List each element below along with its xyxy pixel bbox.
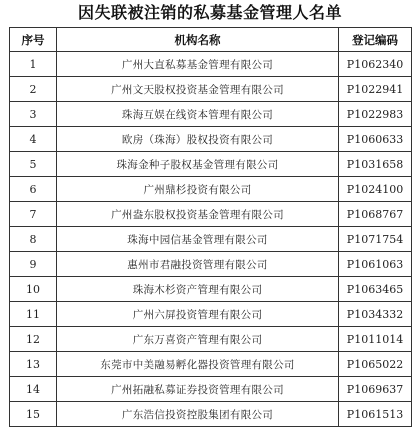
table-row: [10, 302, 412, 327]
cell-registration-code: P1071754: [339, 227, 412, 252]
table-row: [10, 402, 412, 427]
cell-registration-code: P1022983: [339, 102, 412, 127]
cell-registration-code: P1024100: [339, 177, 412, 202]
cell-institution-name: 惠州市君融投资管理有限公司: [57, 252, 339, 277]
table-row: [10, 102, 412, 127]
cell-institution-name: 广州文天股权投资基金管理有限公司: [57, 77, 339, 102]
cell-registration-code: P1031658: [339, 152, 412, 177]
cell-serial-number: 2: [10, 77, 57, 102]
cell-institution-name: 广州拓融私募证券投资管理有限公司: [57, 377, 339, 402]
cell-serial-number: 9: [10, 252, 57, 277]
cell-institution-name: 东莞市中美融易孵化器投资管理有限公司: [57, 352, 339, 377]
cell-registration-code: P1069637: [339, 377, 412, 402]
cell-registration-code: P1034332: [339, 302, 412, 327]
cell-institution-name: 广州盎东股权投资基金管理有限公司: [57, 202, 339, 227]
cell-registration-code: P1068767: [339, 202, 412, 227]
cell-institution-name: 欧房（珠海）股权投资有限公司: [57, 127, 339, 152]
table-row: [10, 152, 412, 177]
cell-serial-number: 15: [10, 402, 57, 427]
cell-serial-number: 8: [10, 227, 57, 252]
table-row: [10, 177, 412, 202]
cell-institution-name: 珠海中园信基金管理有限公司: [57, 227, 339, 252]
table-row: [10, 127, 412, 152]
cell-serial-number: 7: [10, 202, 57, 227]
cell-institution-name: 珠海金种子股权基金管理有限公司: [57, 152, 339, 177]
cell-serial-number: 4: [10, 127, 57, 152]
cell-serial-number: 3: [10, 102, 57, 127]
cell-registration-code: P1063465: [339, 277, 412, 302]
cell-institution-name: 广州鼎杉投资有限公司: [57, 177, 339, 202]
table-row: [10, 252, 412, 277]
header-institution-name: 机构名称: [57, 28, 339, 52]
cell-institution-name: 珠海互娱在线资本管理有限公司: [57, 102, 339, 127]
table-body: [10, 52, 412, 427]
cell-serial-number: 13: [10, 352, 57, 377]
cell-registration-code: P1011014: [339, 327, 412, 352]
table-header: [10, 28, 412, 52]
cell-serial-number: 10: [10, 277, 57, 302]
cell-serial-number: 1: [10, 52, 57, 77]
cell-institution-name: 广东万喜资产管理有限公司: [57, 327, 339, 352]
cell-institution-name: 广东浩信投资控股集团有限公司: [57, 402, 339, 427]
cell-registration-code: P1060633: [339, 127, 412, 152]
cell-serial-number: 11: [10, 302, 57, 327]
header-row: [10, 28, 412, 52]
table-row: [10, 352, 412, 377]
cell-registration-code: P1061063: [339, 252, 412, 277]
cell-registration-code: P1022941: [339, 77, 412, 102]
cell-institution-name: 广州六屏投资管理有限公司: [57, 302, 339, 327]
table-row: [10, 277, 412, 302]
table-row: [10, 377, 412, 402]
table-row: [10, 202, 412, 227]
cell-registration-code: P1062340: [339, 52, 412, 77]
cell-institution-name: 广州大直私募基金管理有限公司: [57, 52, 339, 77]
cell-serial-number: 14: [10, 377, 57, 402]
document-title: 因失联被注销的私募基金管理人名单: [77, 3, 342, 22]
cell-registration-code: P1061513: [339, 402, 412, 427]
manager-registry-table: [9, 27, 412, 427]
header-serial-number: 序号: [10, 28, 57, 52]
cell-institution-name: 珠海木杉资产管理有限公司: [57, 277, 339, 302]
cell-serial-number: 6: [10, 177, 57, 202]
cell-registration-code: P1065022: [339, 352, 412, 377]
table-row: [10, 327, 412, 352]
cell-serial-number: 5: [10, 152, 57, 177]
header-registration-code: 登记编码: [339, 28, 412, 52]
table-row: [10, 77, 412, 102]
table-row: [10, 227, 412, 252]
table-row: [10, 52, 412, 77]
cell-serial-number: 12: [10, 327, 57, 352]
